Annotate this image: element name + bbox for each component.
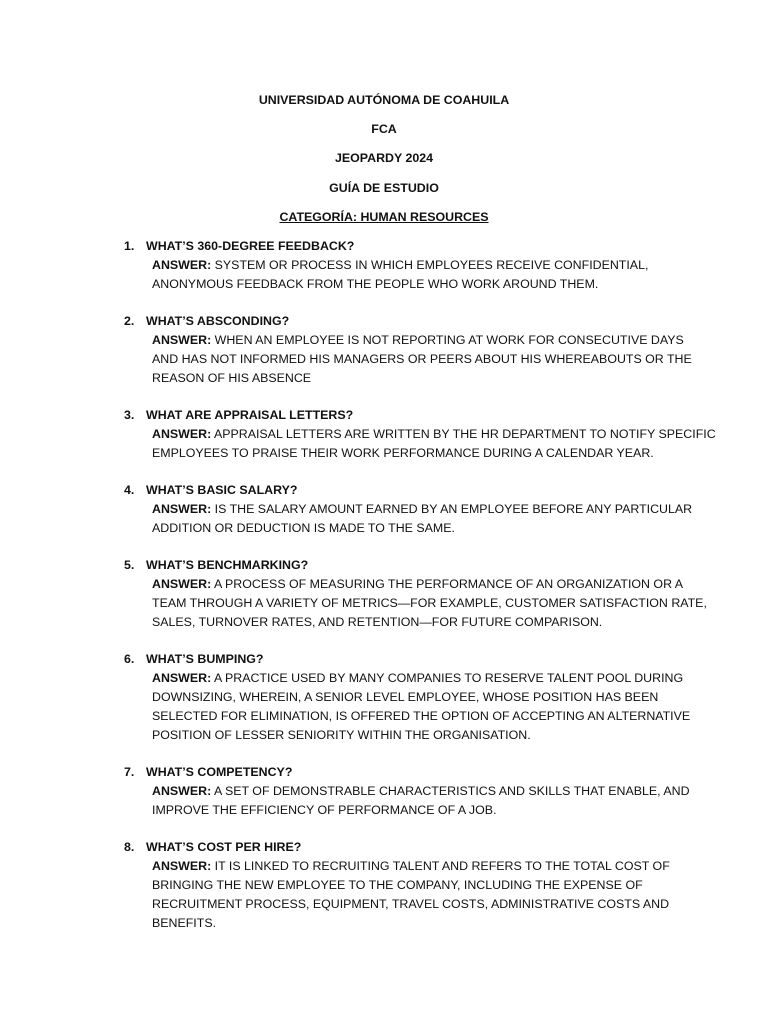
answer-text: IS THE SALARY AMOUNT EARNED BY AN EMPLOYEE BEFORE ANY PARTICULAR [214,502,693,516]
answer-line [152,444,664,463]
answer-text: BRINGING THE NEW EMPLOYEE TO THE COMPANY, INCLUDING THE EXPENSE OF [152,878,643,892]
qa-item [124,650,691,745]
answer [152,575,707,632]
answer-text: A PROCESS OF MEASURING THE PERFORMANCE OF AN ORGANIZATION OR A [213,577,684,591]
question-number: 8. [124,840,135,854]
answer-text: DOWNSIZING, WHEREIN, A SENIOR LEVEL EMPLOYEE, WHOSE POSITION HAS BEEN [152,690,659,704]
answer-label: ANSWER: [152,784,212,798]
question [124,312,664,331]
answer-text: A PRACTICE USED BY MANY COMPANIES TO RESERVE TALENT POOL DURING [213,671,684,685]
answer-text: A SET OF DEMONSTRABLE CHARACTERISTICS AND SKILLS THAT ENABLE, AND [213,784,690,798]
answer-text: POSITION OF LESSER SENIORITY WITHIN THE ORGANISATION. [152,728,531,742]
answer-line [152,594,707,613]
answer-text: WHEN AN EMPLOYEE IS NOT REPORTING AT WORK FOR CONSECUTIVE DAYS [214,333,684,347]
answer [152,857,670,933]
answer [152,669,691,745]
answer [152,256,664,294]
answer-label: ANSWER: [152,577,212,591]
answer-line [152,688,664,707]
question [124,556,664,575]
answer-text: SYSTEM OR PROCESS IN WHICH EMPLOYEES RECEIVE CONFIDENTIAL, [214,258,649,272]
answer-label: ANSWER: [152,859,212,873]
answer-text: SELECTED FOR ELIMINATION, IS OFFERED THE OPTION OF ACCEPTING AN ALTERNATIVE [152,709,691,723]
qa-item [124,763,690,820]
answer-line [152,613,664,632]
answer-text: APPRAISAL LETTERS ARE WRITTEN BY THE HR DEPARTMENT TO NOTIFY SPECIFIC [213,427,716,441]
answer-text: TEAM THROUGH A VARIETY OF METRICS—FOR EXAMPLE, CUSTOMER SATISFACTION RATE, [152,596,707,610]
answer-line [152,726,664,745]
question-number: 2. [124,314,135,328]
question-text: WHAT’S 360-DEGREE FEEDBACK? [146,239,355,253]
question-text: WHAT’S COST PER HIRE? [146,840,302,854]
question-text: WHAT’S COMPETENCY? [146,765,293,779]
answer-line [152,895,670,914]
qa-item [124,556,707,632]
event-heading: JEOPARDY 2024 [334,151,434,165]
qa-item [124,481,693,538]
answer-line [152,331,684,350]
answer-line [152,275,664,294]
qa-item [124,838,670,933]
question [124,237,664,256]
question [124,481,664,500]
question-answer-list [124,237,716,951]
answer-text: REASON OF HIS ABSENCE [152,371,312,385]
qa-item [124,237,664,294]
question [124,763,664,782]
answer [152,782,690,820]
answer-line [152,500,693,519]
question-text: WHAT’S BUMPING? [146,652,264,666]
answer-label: ANSWER: [152,427,212,441]
question [124,650,664,669]
answer [152,500,693,538]
answer-label: ANSWER: [152,671,212,685]
answer-text: ADDITION OR DEDUCTION IS MADE TO THE SAME. [152,521,455,535]
category-heading: CATEGORÍA: HUMAN RESOURCES [279,210,489,224]
answer-label: ANSWER: [152,258,212,272]
question-number: 1. [124,239,135,253]
answer-line [152,914,664,933]
answer-line [152,876,664,895]
guide-heading: GUÍA DE ESTUDIO [329,181,439,195]
answer-line [152,369,664,388]
question-text: WHAT’S ABSCONDING? [146,314,290,328]
answer-line [152,519,664,538]
question-number: 3. [124,408,135,422]
answer-text: SALES, TURNOVER RATES, AND RETENTION—FOR FUTURE COMPARISON. [152,615,603,629]
question-number: 6. [124,652,135,666]
answer-line [152,801,664,820]
answer-line [152,669,684,688]
answer-text: EMPLOYEES TO PRAISE THEIR WORK PERFORMANCE DURING A CALENDAR YEAR. [152,446,654,460]
answer-text: IMPROVE THE EFFICIENCY OF PERFORMANCE OF A JOB. [152,803,497,817]
answer-line [152,350,692,369]
answer-label: ANSWER: [152,333,212,347]
answer-text: ANONYMOUS FEEDBACK FROM THE PEOPLE WHO WORK AROUND THEM. [152,277,599,291]
answer-line [152,256,664,275]
answer-line [152,575,684,594]
answer-line [152,425,716,444]
question-number: 5. [124,558,135,572]
answer [152,425,716,463]
answer-text: AND HAS NOT INFORMED HIS MANAGERS OR PEERS ABOUT HIS WHEREABOUTS OR THE [152,352,692,366]
question-number: 7. [124,765,135,779]
answer-text: RECRUITMENT PROCESS, EQUIPMENT, TRAVEL COSTS, ADMINISTRATIVE COSTS AND [152,897,670,911]
question [124,406,664,425]
question-text: WHAT ARE APPRAISAL LETTERS? [146,408,354,422]
question-number: 4. [124,483,135,497]
answer-line [152,782,690,801]
answer-text: BENEFITS. [152,916,217,930]
question-text: WHAT’S BASIC SALARY? [146,483,298,497]
answer-line [152,707,691,726]
answer-label: ANSWER: [152,502,212,516]
answer-text: IT IS LINKED TO RECRUITING TALENT AND REFERS TO THE TOTAL COST OF [214,859,670,873]
qa-item [124,406,716,463]
faculty-heading: FCA [371,122,397,136]
answer-line [152,857,670,876]
answer [152,331,692,388]
question-text: WHAT’S BENCHMARKING? [146,558,309,572]
question [124,838,664,857]
university-heading: UNIVERSIDAD AUTÓNOMA DE COAHUILA [258,93,510,107]
qa-item [124,312,692,388]
